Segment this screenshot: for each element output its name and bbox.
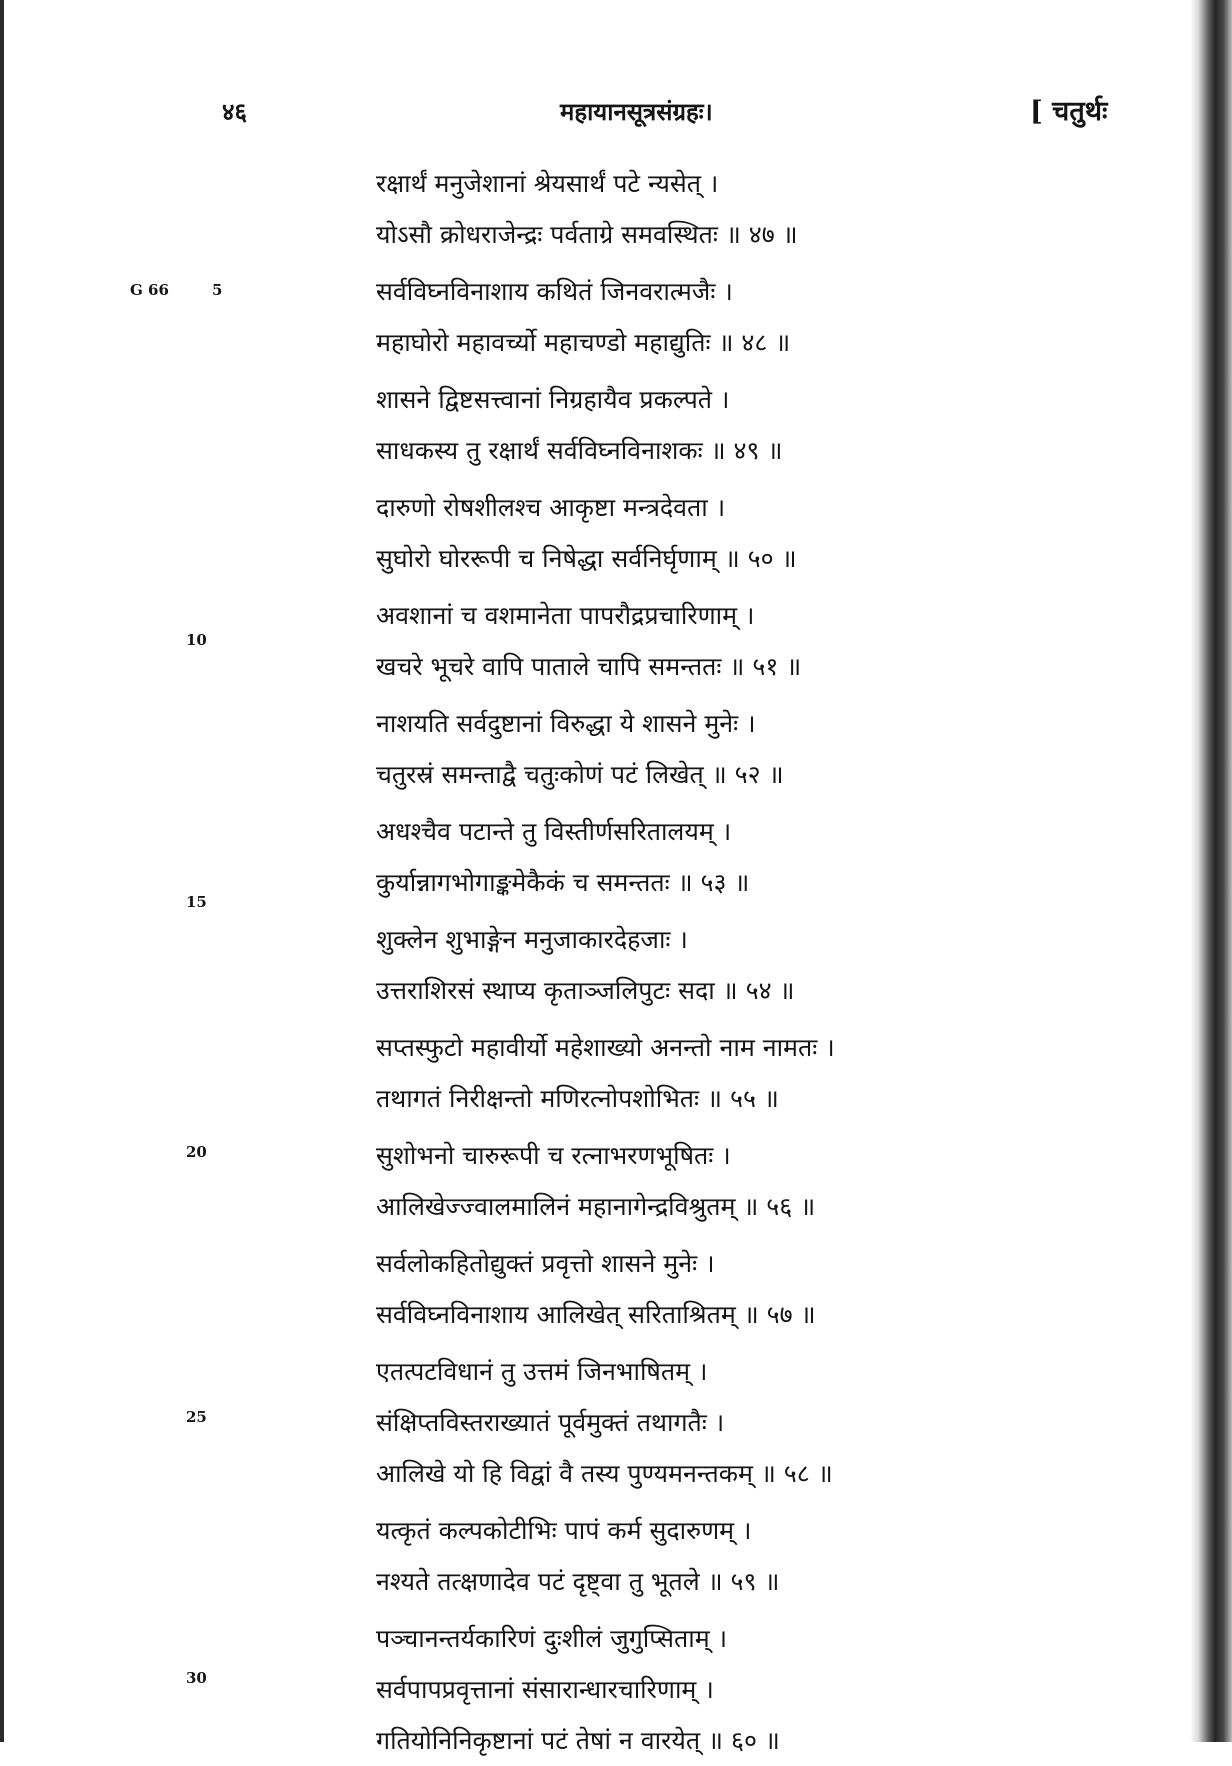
verse-line: अधश्चैव पटान्ते तु विस्तीर्णसरितालयम् । [376,817,732,846]
margin-reference: G 66 [130,281,169,299]
binding-edge [0,0,4,1742]
verse-line: महाघोरो महावर्च्यो महाचण्डो महाद्युतिः ॥ ४८ ॥ [376,328,791,357]
verse [376,374,1176,476]
verse-line: रक्षार्थं मनुजेशानां श्रेयसार्थं पटे न्यसेत् । [376,169,719,198]
line-number: 10 [186,631,207,649]
verse [376,1022,1176,1124]
verse-line: सप्तस्फुटो महावीर्यो महेशाख्यो अनन्तो नाम नामतः । [376,1033,835,1062]
verse [376,1505,1176,1607]
verse-line: आलिखेज्ज्वालमालिनं महानागेन्द्रविश्रुतम् ॥ ५६ ॥ [376,1192,816,1221]
verse-line: सर्वविघ्नविनाशाय आलिखेत् सरिताश्रितम् ॥ ५७ ॥ [376,1300,816,1329]
verse-line: नश्यते तत्क्षणादेव पटं दृष्ट्वा तु भूतले ॥ ५९ ॥ [376,1567,780,1596]
verse-line: खचरे भूचरे वापि पाताले चापि समन्ततः ॥ ५१ ॥ [376,652,802,681]
section-label: [ चतुर्थः [1030,96,1108,127]
verse-line: शुक्लेन शुभाङ्गेन मनुजाकारदेहजाः । [376,925,688,954]
verse-line: संक्षिप्तविस्तराख्यातं पूर्वमुक्तं तथागतैः । [376,1408,725,1437]
margin-reference-number: 5 [212,281,223,299]
verse-line: कुर्यान्नागभोगाङ्कमेकैकं च समन्ततः ॥ ५३ ॥ [376,868,750,897]
verse-line: साधकस्य तु रक्षार्थं सर्वविघ्नविनाशकः ॥ ४९ ॥ [376,436,783,465]
verse-line: यत्कृतं कल्पकोटीभिः पापं कर्म सुदारुणम् । [376,1516,752,1545]
verse-line: योऽसौ क्रोधराजेन्द्रः पर्वताग्रे समवस्थितः ॥ ४७ ॥ [376,220,798,249]
verse-line: शासने द्विष्टसत्त्वानां निग्रहायैव प्रकल्पते । [376,385,730,414]
line-number: 15 [186,893,207,911]
verse [376,914,1176,1016]
verse-line: एतत्पटविधानं तु उत्तमं जिनभाषितम् । [376,1357,708,1386]
verse-line: सर्वलोकहितोद्युक्तं प्रवृत्तो शासने मुनेः । [376,1249,715,1278]
verse-line: नाशयति सर्वदुष्टानां विरुद्धा ये शासने मुनेः । [376,709,756,738]
verse-line: पञ्चानन्तर्यकारिणं दुःशीलं जुगुप्सिताम् । [376,1624,728,1653]
verse [376,1613,1176,1766]
line-number: 30 [186,1669,207,1687]
verse-line: सर्वपापप्रवृत्तानां संसारान्धारचारिणाम् । [376,1675,714,1704]
verse-line: सर्वविघ्नविनाशाय कथितं जिनवरात्मजैः । [376,277,733,306]
verse-line: उत्तराशिरसं स्थाप्य कृताञ्जलिपुटः सदा ॥ ५४ ॥ [376,976,795,1005]
verse-line: गतियोनिनिकृष्टानां पटं तेषां न वारयेत् ॥ ६० ॥ [376,1726,780,1755]
verse [376,1238,1176,1340]
verse-line: चतुरस्रं समन्ताद्वै चतुःकोणं पटं लिखेत् ॥ ५२ ॥ [376,760,784,789]
verse [376,698,1176,800]
running-title: महायानसूत्रसंग्रहः। [560,97,713,126]
page-edge-shadow [1190,0,1232,1742]
verse [376,806,1176,908]
verse-line: सुघोरो घोररूपी च निषेद्धा सर्वनिर्घृणाम् ॥ ५० ॥ [376,544,797,573]
verse-line: अवशानां च वशमानेता पापरौद्रप्रचारिणाम् । [376,601,755,630]
verse-line: दारुणो रोषशीलश्च आकृष्टा मन्त्रदेवता । [376,493,726,522]
verse [376,1346,1176,1499]
line-number: 20 [186,1143,207,1161]
verse-line: आलिखे यो हि विद्वां वै तस्य पुण्यमनन्तकम् ॥ ५८ ॥ [376,1459,833,1488]
verse [376,1130,1176,1232]
verse [376,482,1176,584]
verse-line: तथागतं निरीक्षन्तो मणिरत्नोपशोभितः ॥ ५५ ॥ [376,1084,779,1113]
verse-text [376,158,1176,1766]
line-number: 25 [186,1408,207,1426]
verse-line: सुशोभनो चारुरूपी च रत्नाभरणभूषितः । [376,1141,731,1170]
page-number: ४६ [222,97,247,126]
verse [376,590,1176,692]
verse [376,158,1176,260]
verse [376,266,1176,368]
